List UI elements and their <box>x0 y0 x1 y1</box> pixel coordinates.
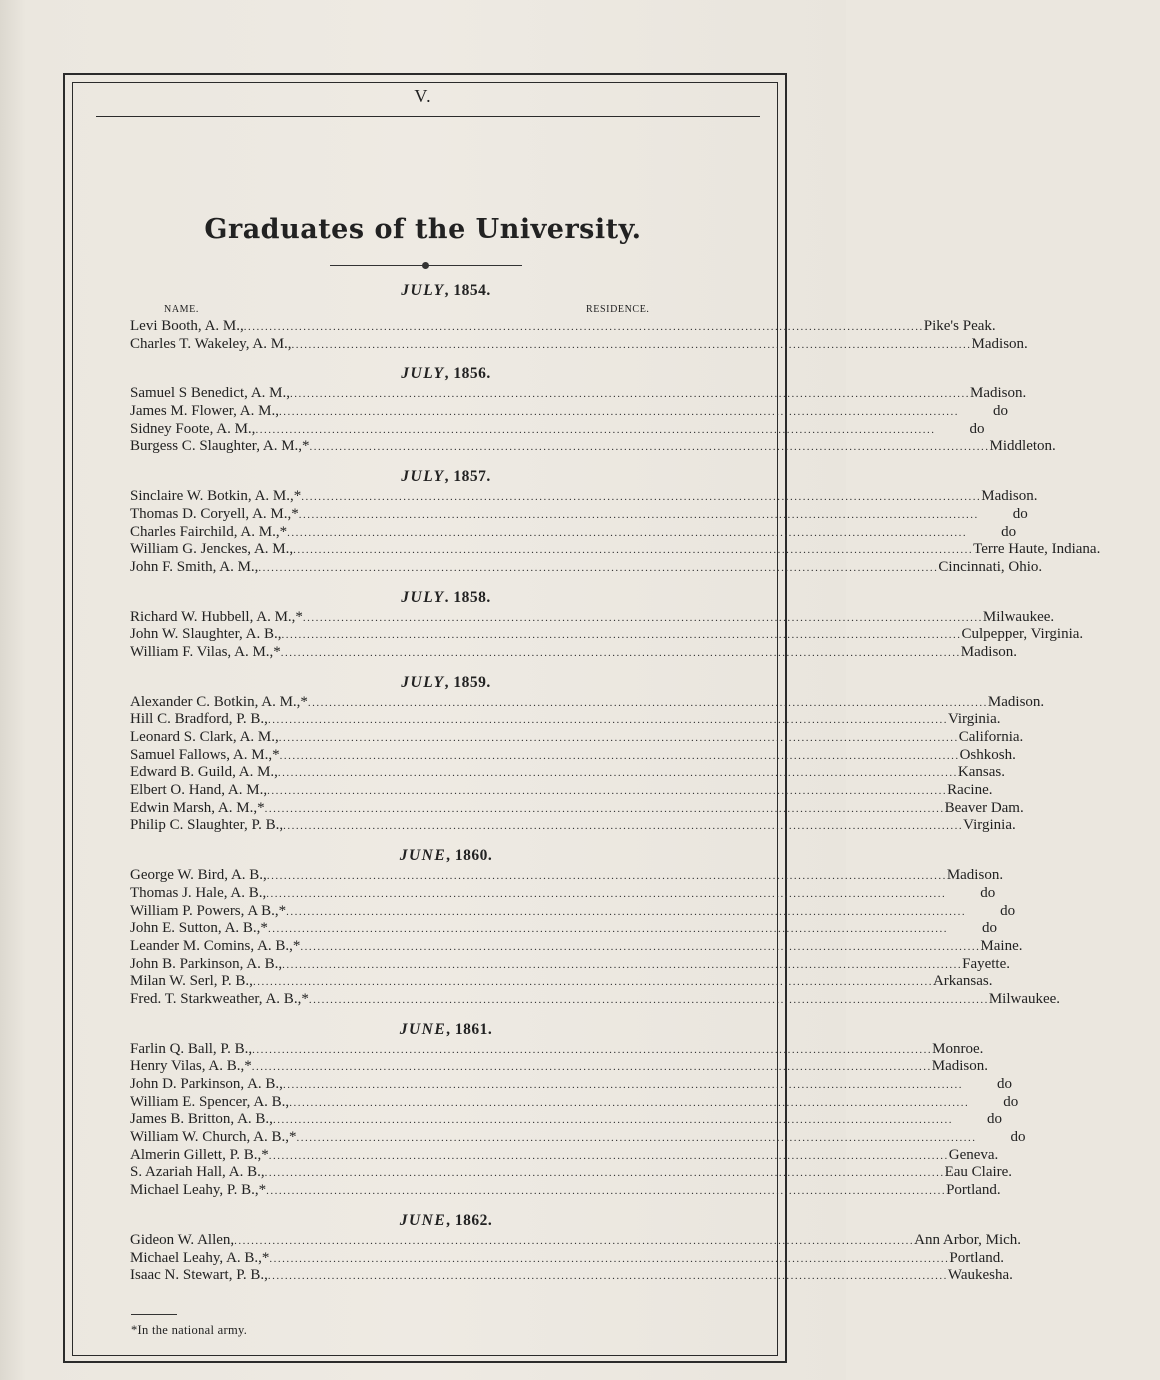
section-gap <box>130 662 762 672</box>
graduate-name: Fred. T. Starkweather, A. B.,* <box>130 990 309 1007</box>
graduate-name: Isaac N. Stewart, P. B., <box>130 1267 268 1284</box>
graduate-name: Elbert O. Hand, A. M., <box>130 782 268 799</box>
dot-leader: ................................................................................................................................................................ <box>301 491 982 504</box>
graduate-row <box>130 1093 1019 1112</box>
graduate-row <box>130 1231 1022 1250</box>
graduate-residence: Terre Haute, Indiana. <box>973 541 1101 558</box>
section-gap <box>130 1009 762 1019</box>
graduate-name: James B. Britton, A. B., <box>130 1111 273 1128</box>
graduate-row <box>130 782 993 800</box>
graduate-name: Gideon W. Allen, <box>130 1231 235 1248</box>
dot-leader: ................................................................................................................................................................ <box>266 1185 947 1198</box>
dot-leader: ................................................................................................................................................................ <box>258 561 939 574</box>
section-heading <box>130 587 762 609</box>
graduate-row <box>130 1040 984 1059</box>
dot-leader: ................................................................................................................................................................ <box>267 714 948 727</box>
graduate-row <box>130 1058 988 1076</box>
graduate-residence: Madison. <box>987 693 1045 710</box>
graduate-name: William F. Vilas, A. M.,* <box>130 643 281 660</box>
dot-leader: ................................................................................................................................................................ <box>307 696 988 709</box>
dot-leader: ................................................................................................................................................................ <box>264 802 945 815</box>
graduate-residence: Arkansas. <box>932 973 993 990</box>
dot-leader: ................................................................................................................................................................ <box>267 923 948 936</box>
graduate-row <box>130 1129 1026 1147</box>
graduate-row <box>130 884 996 903</box>
graduate-residence: Kansas. <box>957 764 1005 781</box>
graduate-residence: Milwaukee. <box>988 990 1061 1007</box>
graduate-residence: Madison. <box>981 488 1038 505</box>
graduate-name: William P. Powers, A B.,* <box>130 902 287 919</box>
dot-leader: ................................................................................................................................................................ <box>266 887 947 900</box>
graduate-residence: do <box>1012 505 1028 522</box>
dot-leader: ................................................................................................................................................................ <box>268 1149 949 1162</box>
graduate-name: William W. Church, A. B.,* <box>130 1129 297 1146</box>
residence-column-header: RESIDENCE. <box>586 304 650 315</box>
section-year: , 1860. <box>446 847 493 865</box>
graduate-row <box>130 558 1043 577</box>
graduate-name: Thomas D. Coryell, A. M.,* <box>130 505 299 522</box>
graduate-name: John B. Parkinson, A. B., <box>130 955 283 972</box>
graduate-name: John F. Smith, A. M., <box>130 558 259 575</box>
dot-leader: ................................................................................................................................................................ <box>269 1252 950 1265</box>
graduate-name: Hill C. Bradford, P. B., <box>130 711 268 728</box>
graduate-residence: Beaver Dam. <box>944 799 1024 816</box>
graduate-residence: Virginia. <box>947 711 1001 728</box>
graduate-residence: Oshkosh. <box>959 746 1016 763</box>
graduate-residence: Milwaukee. <box>982 608 1055 625</box>
graduate-residence: do <box>986 1111 1002 1128</box>
section-gap <box>130 835 762 845</box>
graduate-residence: Waukesha. <box>947 1267 1013 1284</box>
dot-leader: ................................................................................................................................................................ <box>298 508 979 521</box>
graduate-name: Sidney Foote, A. M., <box>130 420 256 437</box>
dot-leader: ................................................................................................................................................................ <box>251 1061 932 1074</box>
graduate-row <box>130 488 1038 506</box>
dot-leader: ................................................................................................................................................................ <box>277 767 958 780</box>
footnote: *In the national army. <box>131 1323 248 1337</box>
section-year: , 1861. <box>446 1020 493 1038</box>
name-column-header: NAME. <box>164 304 199 315</box>
section-month: JULY <box>401 282 445 299</box>
graduate-row <box>130 711 1001 729</box>
graduate-row <box>130 541 1101 559</box>
dot-leader: ................................................................................................................................................................ <box>293 544 974 557</box>
graduate-name: Levi Booth, A. M., <box>130 318 244 334</box>
section-heading <box>130 280 762 302</box>
dot-leader: ................................................................................................................................................................ <box>282 958 963 971</box>
section-month: JUNE <box>399 1020 447 1038</box>
graduate-name: Burgess C. Slaughter, A. M.,* <box>130 438 310 455</box>
graduate-name: Henry Vilas, A. B.,* <box>130 1058 252 1075</box>
graduate-row <box>130 799 1024 818</box>
graduates-list <box>130 280 1101 1285</box>
dot-leader: ................................................................................................................................................................ <box>282 1079 963 1091</box>
graduate-residence: Portland. <box>946 1182 1001 1199</box>
graduate-residence: do <box>980 884 996 901</box>
graduate-row <box>130 420 985 439</box>
section-heading <box>130 363 762 385</box>
title-ornament-dot <box>422 262 429 269</box>
graduate-residence: Madison. <box>971 335 1028 352</box>
graduate-residence: Madison. <box>931 1058 988 1075</box>
graduate-name: Samuel S Benedict, A. M., <box>130 385 290 402</box>
dot-leader: ................................................................................................................................................................ <box>267 1270 948 1283</box>
graduate-row <box>130 990 1061 1009</box>
graduate-residence: Cincinnati, Ohio. <box>938 558 1043 575</box>
graduate-name: Milan W. Serl, P. B., <box>130 973 253 990</box>
section-year: , 1857. <box>444 468 491 486</box>
section-month: JULY <box>401 588 445 606</box>
graduate-name: Almerin Gillett, P. B.,* <box>130 1146 269 1163</box>
section-heading <box>130 1019 762 1041</box>
section-year: , 1856. <box>444 365 491 383</box>
dot-leader: ................................................................................................................................................................ <box>302 611 983 624</box>
graduate-name: Edwin Marsh, A. M.,* <box>130 799 265 816</box>
graduate-residence: Fayette. <box>962 955 1011 972</box>
graduate-name: Michael Leahy, A. B.,* <box>130 1249 270 1266</box>
dot-leader: ................................................................................................................................................................ <box>264 1167 945 1180</box>
section-year: , 1854. <box>444 282 491 299</box>
graduate-row <box>130 403 1008 421</box>
dot-leader: ................................................................................................................................................................ <box>278 406 959 419</box>
graduate-residence: do <box>992 403 1008 420</box>
graduate-name: Charles T. Wakeley, A. M., <box>130 335 292 352</box>
graduate-name: William G. Jenckes, A. M., <box>130 541 294 558</box>
dot-leader: ................................................................................................................................................................ <box>296 1132 977 1145</box>
graduate-row <box>130 1249 1005 1268</box>
graduate-row <box>130 746 1016 765</box>
section-gap <box>130 456 762 466</box>
graduate-row <box>130 523 1017 542</box>
graduate-name: William E. Spencer, A. B., <box>130 1093 290 1110</box>
dot-leader: ................................................................................................................................................................ <box>266 870 947 883</box>
dot-leader: ................................................................................................................................................................ <box>300 940 981 953</box>
graduate-row <box>130 902 1016 921</box>
page-title: Graduates of the University. <box>204 214 642 245</box>
section-heading <box>130 672 762 694</box>
dot-leader: ................................................................................................................................................................ <box>309 441 990 454</box>
graduate-row <box>130 1267 1013 1285</box>
graduate-name: James M. Flower, A. M., <box>130 403 279 420</box>
graduate-row <box>130 505 1028 524</box>
dot-leader: ................................................................................................................................................................ <box>252 976 933 989</box>
dot-leader: ................................................................................................................................................................ <box>280 646 961 659</box>
graduate-row <box>130 955 1011 974</box>
section-month: JULY <box>401 468 445 486</box>
section-heading <box>130 466 762 488</box>
graduate-residence: California. <box>958 729 1024 745</box>
dot-leader: ................................................................................................................................................................ <box>267 785 948 798</box>
dot-leader: ................................................................................................................................................................ <box>272 1114 953 1127</box>
dot-leader: ................................................................................................................................................................ <box>252 1043 933 1056</box>
dot-leader: ................................................................................................................................................................ <box>286 905 967 918</box>
graduate-residence: Maine. <box>980 937 1023 954</box>
graduate-name: Samuel Fallows, A. M.,* <box>130 746 280 763</box>
graduate-residence: do <box>1003 1093 1019 1110</box>
graduate-name: Richard W. Hubbell, A. M.,* <box>130 608 303 625</box>
dot-leader: ................................................................................................................................................................ <box>243 321 924 333</box>
graduate-residence: Madison. <box>946 867 1004 884</box>
dot-leader: ................................................................................................................................................................ <box>281 629 962 642</box>
graduate-residence: Racine. <box>947 782 993 799</box>
graduate-name: John E. Sutton, A. B.,* <box>130 920 268 937</box>
section-heading <box>130 1210 762 1232</box>
graduate-name: Alexander C. Botkin, A. M.,* <box>130 693 308 710</box>
graduate-residence: Virginia. <box>963 817 1016 834</box>
graduate-residence: Portland. <box>949 1249 1005 1266</box>
dot-leader: ................................................................................................................................................................ <box>308 993 989 1006</box>
graduate-row <box>130 867 1004 885</box>
graduate-row <box>130 1111 1002 1129</box>
graduate-name: John W. Slaughter, A. B., <box>130 626 282 643</box>
graduate-name: Farlin Q. Ball, P. B., <box>130 1040 253 1057</box>
graduate-row <box>130 608 1055 627</box>
graduate-row <box>130 1182 1001 1200</box>
section-year: , 1862. <box>446 1211 493 1229</box>
graduate-residence: Pike's Peak. <box>923 318 996 334</box>
graduate-row <box>130 937 1023 956</box>
graduate-row <box>130 1146 999 1165</box>
section-month: JULY <box>401 673 445 691</box>
graduate-name: Leander M. Comins, A. B.,* <box>130 937 301 954</box>
graduate-residence: do <box>981 920 997 937</box>
graduate-residence: Ann Arbor, Mich. <box>914 1231 1022 1248</box>
footnote-rule <box>131 1314 177 1315</box>
graduate-residence: do <box>1010 1129 1026 1146</box>
dot-leader: ................................................................................................................................................................ <box>234 1234 915 1247</box>
header-rule <box>96 116 760 117</box>
graduate-row <box>130 764 1005 782</box>
graduate-row <box>130 973 993 991</box>
graduate-row <box>130 626 1084 644</box>
graduate-residence: do <box>969 420 985 437</box>
graduate-row <box>130 318 996 336</box>
section-gap <box>130 1200 762 1210</box>
graduate-name: John D. Parkinson, A. B., <box>130 1076 283 1092</box>
graduate-row <box>130 1076 1012 1094</box>
dot-leader: ................................................................................................................................................................ <box>255 423 936 436</box>
graduate-residence: do <box>996 1076 1012 1092</box>
graduate-row <box>130 920 997 938</box>
column-headers <box>130 302 762 318</box>
graduate-name: Leonard S. Clark, A. M., <box>130 729 279 745</box>
dot-leader: ................................................................................................................................................................ <box>283 820 964 833</box>
graduate-row <box>130 693 1045 712</box>
graduate-residence: Madison. <box>970 385 1027 402</box>
dot-leader: ................................................................................................................................................................ <box>289 1096 970 1109</box>
graduate-name: Sinclaire W. Botkin, A. M.,* <box>130 488 302 505</box>
graduate-residence: do <box>1000 902 1016 919</box>
graduate-residence: Eau Claire. <box>944 1164 1013 1181</box>
dot-leader: ................................................................................................................................................................ <box>291 338 972 351</box>
graduate-name: Charles Fairchild, A. M.,* <box>130 523 288 540</box>
graduate-row <box>130 1164 1013 1182</box>
graduate-residence: Madison. <box>960 643 1018 660</box>
graduate-row <box>130 729 1024 747</box>
graduate-name: Philip C. Slaughter, P. B., <box>130 817 284 834</box>
section-month: JUNE <box>399 847 447 865</box>
graduate-row <box>130 335 1028 354</box>
graduate-residence: Middleton. <box>989 438 1056 455</box>
section-gap <box>130 353 762 363</box>
section-gap <box>130 577 762 587</box>
graduate-residence: do <box>1001 523 1017 540</box>
graduate-residence: Culpepper, Virginia. <box>961 626 1084 643</box>
graduate-name: Michael Leahy, P. B.,* <box>130 1182 267 1199</box>
graduate-name: S. Azariah Hall, A. B., <box>130 1164 265 1181</box>
graduate-name: Thomas J. Hale, A. B., <box>130 884 267 901</box>
dot-leader: ................................................................................................................................................................ <box>290 388 970 401</box>
graduate-row <box>130 385 1027 403</box>
dot-leader: ................................................................................................................................................................ <box>279 749 960 762</box>
section-heading <box>130 845 762 867</box>
graduate-name: Edward B. Guild, A. M., <box>130 764 278 781</box>
graduate-name: George W. Bird, A. B., <box>130 867 267 884</box>
graduate-row <box>130 643 1018 662</box>
graduate-row <box>130 817 1016 835</box>
dot-leader: ................................................................................................................................................................ <box>287 526 968 539</box>
dot-leader: ................................................................................................................................................................ <box>278 732 959 744</box>
page-folio: V. <box>414 86 432 106</box>
graduate-row <box>130 438 1056 456</box>
section-year: , 1859. <box>444 673 491 691</box>
graduate-residence: Monroe. <box>932 1040 984 1057</box>
section-year: . 1858. <box>444 588 491 606</box>
section-month: JULY <box>401 365 445 383</box>
section-month: JUNE <box>399 1211 447 1229</box>
graduate-residence: Geneva. <box>948 1146 999 1163</box>
